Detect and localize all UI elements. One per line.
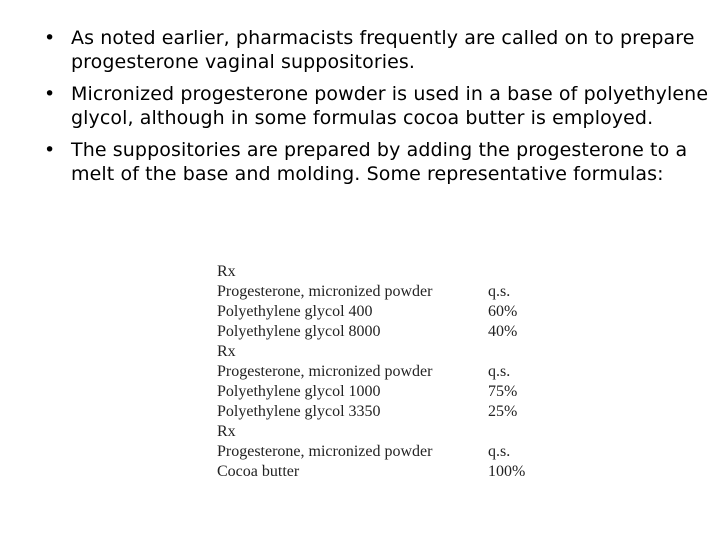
- ingredient-name: Polyethylene glycol 1000: [217, 383, 381, 400]
- ingredient-row: [217, 382, 547, 402]
- bullet-marker: •: [44, 83, 56, 105]
- ingredient-row: [217, 322, 547, 342]
- ingredient-row: [217, 302, 547, 322]
- ingredient-amount: q.s.: [488, 363, 511, 380]
- bullet-text: As noted earlier, pharmacists frequently are called on to prepare progesterone vaginal suppositories.: [71, 27, 695, 73]
- ingredient-amount: q.s.: [488, 443, 511, 460]
- ingredient-amount: 75%: [488, 383, 518, 400]
- rx-heading: Rx: [217, 343, 236, 360]
- ingredient-name: Polyethylene glycol 3350: [217, 403, 381, 420]
- ingredient-amount: q.s.: [488, 283, 511, 300]
- bullet-item: [44, 138, 714, 186]
- ingredient-amount: 60%: [488, 303, 518, 320]
- formula-block: [217, 262, 547, 342]
- bullet-marker: •: [44, 27, 56, 49]
- formula-block: [217, 422, 547, 482]
- ingredient-amount: 100%: [488, 463, 526, 480]
- ingredient-name: Progesterone, micronized powder: [217, 443, 433, 460]
- ingredient-name: Progesterone, micronized powder: [217, 363, 433, 380]
- ingredient-name: Polyethylene glycol 400: [217, 303, 373, 320]
- bullet-text: Micronized progesterone powder is used in a base of polyethylene glycol, although in some formulas cocoa butter is employed.: [71, 83, 709, 129]
- ingredient-amount: 25%: [488, 403, 518, 420]
- ingredient-name: Progesterone, micronized powder: [217, 283, 433, 300]
- ingredient-name: Cocoa butter: [217, 463, 300, 480]
- bullet-item: [44, 26, 714, 74]
- ingredient-row: [217, 462, 547, 482]
- bullet-item: [44, 82, 714, 130]
- ingredient-row: [217, 442, 547, 462]
- formula-table: [217, 262, 547, 482]
- ingredient-row: [217, 362, 547, 382]
- ingredient-name: Polyethylene glycol 8000: [217, 323, 381, 340]
- ingredient-row: [217, 402, 547, 422]
- ingredient-amount: 40%: [488, 323, 518, 340]
- ingredient-row: [217, 282, 547, 302]
- rx-heading: Rx: [217, 263, 236, 280]
- bullet-text: The suppositories are prepared by adding the progesterone to a melt of the base and molding. Some representative formulas:: [71, 139, 688, 185]
- bullet-list: [44, 26, 714, 194]
- formula-block: [217, 342, 547, 422]
- bullet-marker: •: [44, 139, 56, 161]
- rx-heading: Rx: [217, 423, 236, 440]
